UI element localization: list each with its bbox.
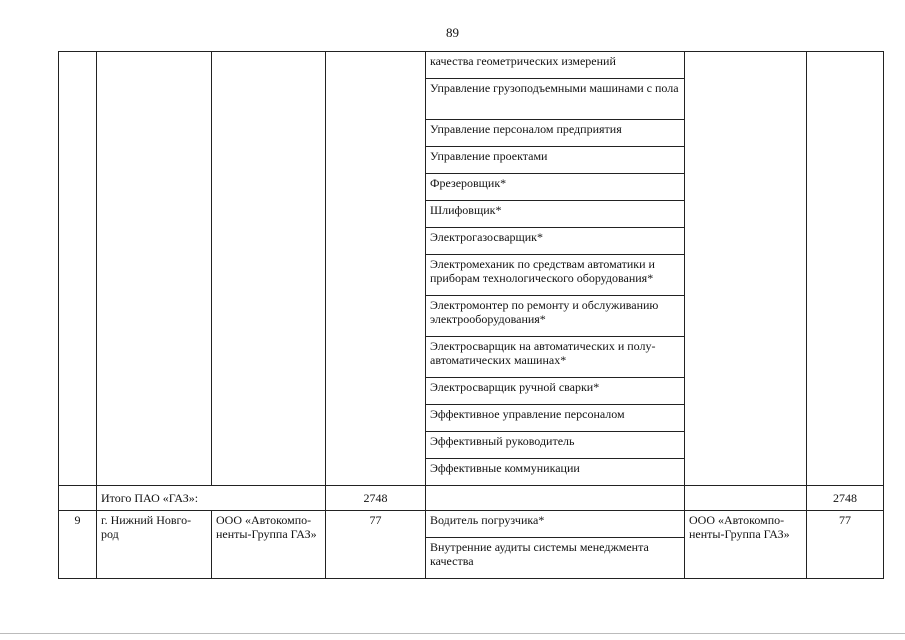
participant-count: 77 [326, 511, 426, 579]
profession-cell: Электромонтер по ремонту и обслуживанию электрооборудования* [426, 296, 685, 337]
training-table [58, 51, 884, 579]
total-row [59, 486, 884, 511]
profession-cell: Эффективный руководитель [426, 432, 685, 459]
total-sum: 2748 [807, 486, 884, 511]
profession-cell: Эффективное управление персоналом [426, 405, 685, 432]
profession-cell: Электрогазосварщик* [426, 228, 685, 255]
total-row-empty [426, 486, 685, 511]
table-row [59, 52, 884, 79]
city-cell [97, 52, 212, 486]
profession-cell: качества геометрических измерений [426, 52, 685, 79]
total-count: 2748 [326, 486, 426, 511]
row-number-cell [59, 52, 97, 486]
profession-cell: Управление персоналом предприятия [426, 120, 685, 147]
organization-cell [212, 52, 326, 486]
profession-cell: Внутренние аудиты системы менеджмента качества [426, 538, 685, 579]
scan-edge-line [0, 633, 905, 634]
profession-cell: Управление грузоподъемными машинами с пола [426, 79, 685, 120]
total-cell [807, 52, 884, 486]
employer: ООО «Автокомпо-ненты-Группа ГАЗ» [685, 511, 807, 579]
profession-cell: Шлифовщик* [426, 201, 685, 228]
total-row-empty [59, 486, 97, 511]
row-number: 9 [59, 511, 97, 579]
profession-cell: Эффективные коммуникации [426, 459, 685, 486]
profession-cell: Управление проектами [426, 147, 685, 174]
profession-cell: Фрезеровщик* [426, 174, 685, 201]
total-row-empty [685, 486, 807, 511]
profession-cell: Электросварщик на автоматических и полу-автоматических машинах* [426, 337, 685, 378]
page-number: 89 [446, 25, 459, 40]
profession-cell: Электросварщик ручной сварки* [426, 378, 685, 405]
employer-cell [685, 52, 807, 486]
table-row [59, 511, 884, 538]
profession-cell: Водитель погрузчика* [426, 511, 685, 538]
total-label: Итого ПАО «ГАЗ»: [97, 486, 326, 511]
row-total: 77 [807, 511, 884, 579]
organization: ООО «Автокомпо-ненты-Группа ГАЗ» [212, 511, 326, 579]
profession-cell: Электромеханик по средствам автоматики и приборам технологического оборудования* [426, 255, 685, 296]
city: г. Нижний Новго-род [97, 511, 212, 579]
count-cell [326, 52, 426, 486]
